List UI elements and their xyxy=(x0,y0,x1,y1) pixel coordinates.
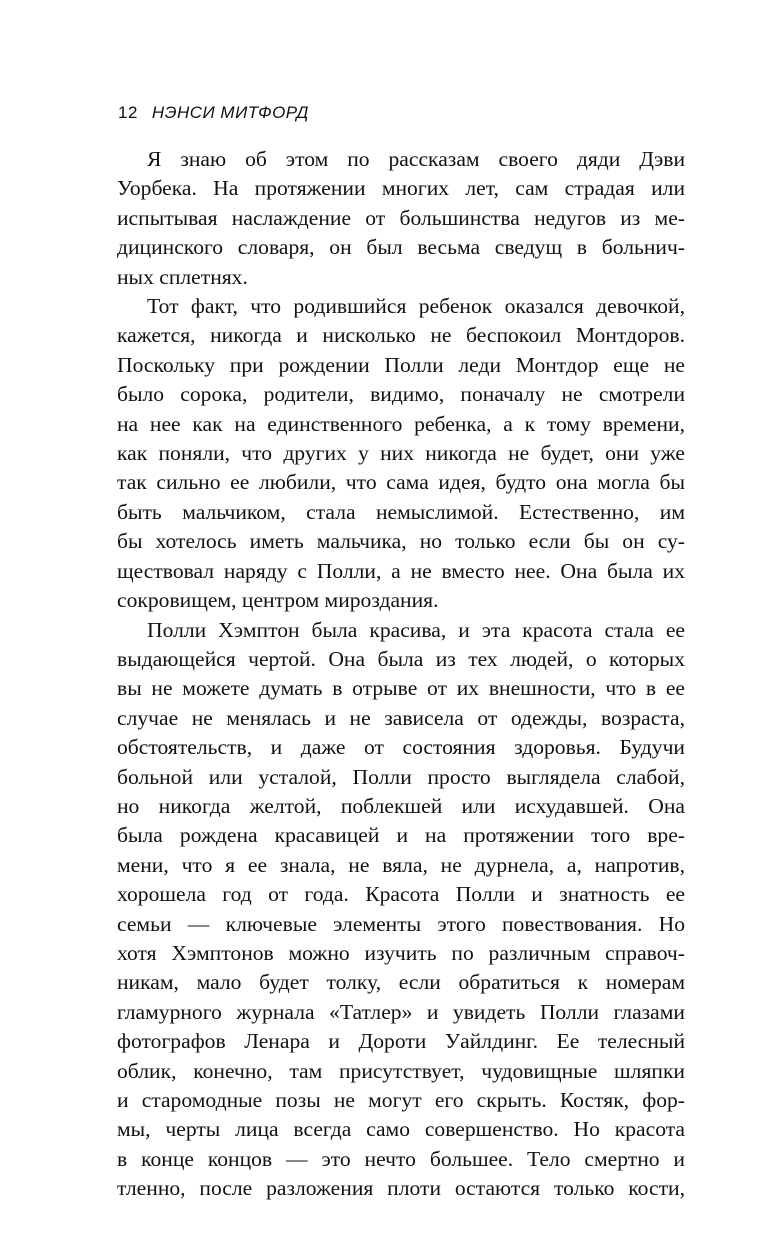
page-number: 12 xyxy=(118,103,138,122)
text-line: хотя Хэмптонов можно изучить по различным справоч- xyxy=(117,940,685,965)
paragraph xyxy=(117,616,685,1204)
text-line: дицинского словаря, он был весьма сведущ в больнич- xyxy=(117,235,685,260)
text-line: хорошела год от года. Красота Полли и знатность ее xyxy=(117,882,685,907)
text-line: испытывая наслаждение от большинства недугов из ме- xyxy=(117,205,685,230)
text-line: мы, черты лица всегда само совершенство. Но красота xyxy=(117,1117,685,1142)
text-line: фотографов Ленара и Дороти Уайлдинг. Ее телесный xyxy=(117,1029,685,1054)
text-line: больной или усталой, Полли просто выглядела слабой, xyxy=(117,764,685,789)
author-name: НЭНСИ МИТФОРД xyxy=(151,103,309,122)
text-line: Полли Хэмптон была красива, и эта красота стала ее xyxy=(147,617,685,642)
paragraph xyxy=(117,145,685,292)
text-line: быть мальчиком, стала немыслимой. Естественно, им xyxy=(117,499,685,524)
text-line: случае не менялась и не зависела от одежды, возраста, xyxy=(117,705,685,730)
text-line: на нее как на единственного ребенка, а к тому времени, xyxy=(117,411,685,436)
running-head xyxy=(118,101,309,125)
text-line: была рождена красавицей и на протяжении того вре- xyxy=(117,823,685,848)
text-line: тленно, после разложения плоти остаются только кости, xyxy=(117,1176,685,1201)
text-line: Уорбека. На протяжении многих лет, сам страдая или xyxy=(117,176,685,201)
text-line: гламурного журнала «Татлер» и увидеть Полли глазами xyxy=(117,999,685,1024)
text-line: семьи — ключевые элементы этого повествования. Но xyxy=(117,911,685,936)
text-line: никам, мало будет толку, если обратиться к номерам xyxy=(117,970,685,995)
body-text xyxy=(117,145,685,1204)
text-line: Поскольку при рождении Полли леди Монтдор еще не xyxy=(117,352,685,377)
text-line: как поняли, что других у них никогда не будет, они уже xyxy=(117,441,685,466)
text-line: облик, конечно, там присутствует, чудовищные шляпки xyxy=(117,1058,685,1083)
text-line: сокровищем, центром мироздания. xyxy=(117,588,439,613)
text-line: выдающейся чертой. Она была из тех людей, о которых xyxy=(117,646,685,671)
text-line: и старомодные позы не могут его скрыть. Костяк, фор- xyxy=(117,1088,685,1112)
text-line: ных сплетнях. xyxy=(117,264,248,289)
text-line: было сорока, родители, видимо, поначалу не смотрели xyxy=(117,382,685,407)
text-line: но никогда желтой, поблекшей или исхудавшей. Она xyxy=(117,793,685,818)
text-line: Я знаю об этом по рассказам своего дяди Дэви xyxy=(147,147,685,171)
text-line: кажется, никогда и нисколько не беспокоил Монтдоров. xyxy=(117,323,685,348)
text-line: бы хотелось иметь мальчика, но только если бы он су- xyxy=(117,529,685,554)
text-line: мени, что я ее знала, не вяла, не дурнела, а, напротив, xyxy=(117,852,685,877)
text-line: так сильно ее любили, что сама идея, будто она могла бы xyxy=(117,470,685,495)
paragraph xyxy=(117,292,685,615)
text-line: ществовал наряду с Полли, а не вместо нее. Она была их xyxy=(117,558,685,583)
text-line: вы не можете думать в отрыве от их внешности, что в ее xyxy=(117,676,685,701)
text-line: в конце концов — это нечто большее. Тело смертно и xyxy=(117,1146,685,1171)
text-line: обстоятельств, и даже от состояния здоровья. Будучи xyxy=(117,735,685,760)
text-line: Тот факт, что родившийся ребенок оказался девочкой, xyxy=(147,294,685,319)
